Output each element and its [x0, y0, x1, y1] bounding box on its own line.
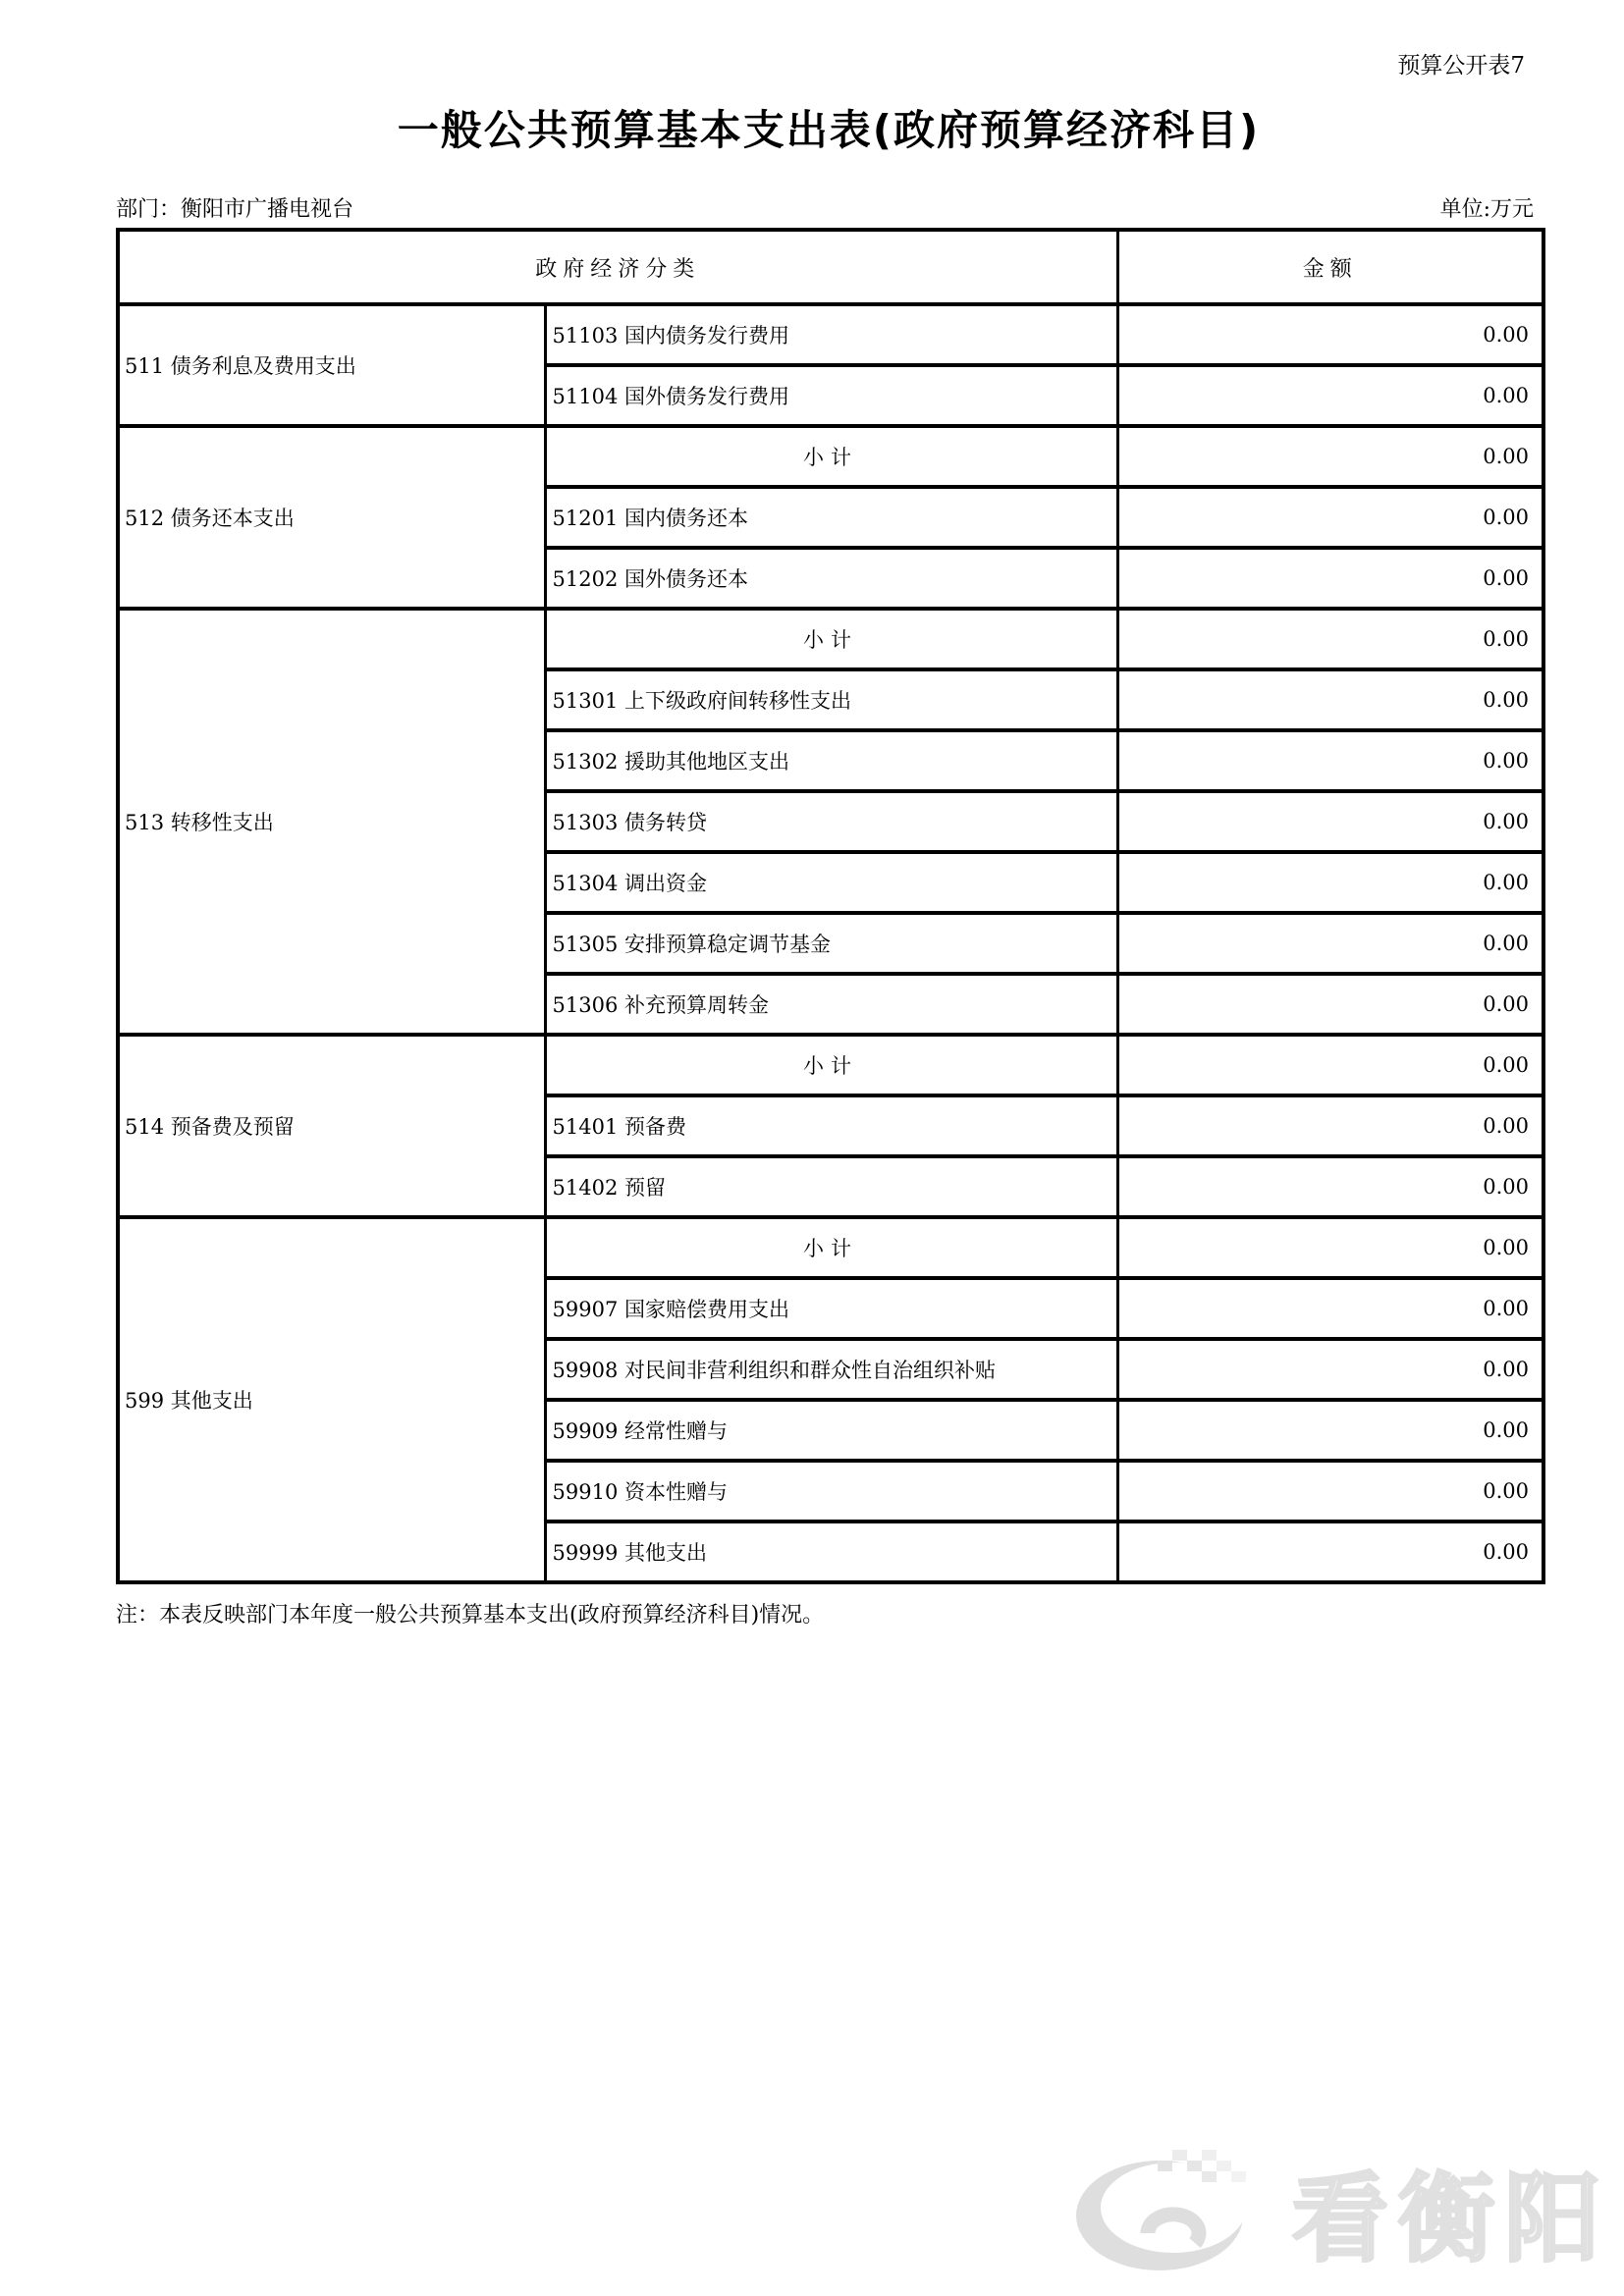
- amount-cell: 0.00: [1117, 791, 1543, 852]
- item-label-cell: 51104 国外债务发行费用: [545, 365, 1117, 426]
- subtotal-label-cell: 小计: [545, 1217, 1117, 1278]
- group-label-cell: 599 其他支出: [118, 1217, 545, 1582]
- table-row: [118, 304, 1543, 365]
- item-label-cell: 51302 援助其他地区支出: [545, 730, 1117, 791]
- amount-cell: 0.00: [1117, 730, 1543, 791]
- corner-label: 预算公开表7: [1397, 53, 1525, 79]
- item-label-cell: 51401 预备费: [545, 1095, 1117, 1156]
- watermark: [1061, 2135, 1610, 2286]
- amount-cell: 0.00: [1117, 1339, 1543, 1400]
- amount-cell: 0.00: [1117, 548, 1543, 609]
- item-label-cell: 51303 债务转贷: [545, 791, 1117, 852]
- amount-cell: 0.00: [1117, 974, 1543, 1035]
- item-label-cell: 51202 国外债务还本: [545, 548, 1117, 609]
- item-label-cell: 59999 其他支出: [545, 1522, 1117, 1582]
- watermark-logo-icon: [1061, 2135, 1272, 2286]
- group-label-cell: 513 转移性支出: [118, 609, 545, 1035]
- header-category-cell: 政府经济分类: [118, 230, 1117, 304]
- meta-row: [116, 192, 1542, 223]
- item-label-cell: 51402 预留: [545, 1156, 1117, 1217]
- page-title: 一般公共预算基本支出表(政府预算经济科目): [397, 106, 1261, 154]
- table-note: 注：本表反映部门本年度一般公共预算基本支出(政府预算经济科目)情况。: [116, 1603, 825, 1628]
- item-label-cell: 59910 资本性赠与: [545, 1461, 1117, 1522]
- amount-cell: 0.00: [1117, 913, 1543, 974]
- group-label-cell: 511 债务利息及费用支出: [118, 304, 545, 426]
- item-label-cell: 51305 安排预算稳定调节基金: [545, 913, 1117, 974]
- subtotal-label-cell: 小计: [545, 426, 1117, 487]
- amount-cell: 0.00: [1117, 1035, 1543, 1095]
- amount-cell: 0.00: [1117, 487, 1543, 548]
- unit-label: 单位:万元: [1439, 197, 1534, 222]
- department-label: 部门：衡阳市广播电视台: [116, 197, 354, 222]
- watermark-text: 看衡阳: [1291, 2163, 1610, 2275]
- amount-cell: 0.00: [1117, 609, 1543, 669]
- table-body: [118, 304, 1543, 1582]
- amount-cell: 0.00: [1117, 1156, 1543, 1217]
- table-row: [118, 1217, 1543, 1278]
- amount-cell: 0.00: [1117, 304, 1543, 365]
- item-label-cell: 51103 国内债务发行费用: [545, 304, 1117, 365]
- subtotal-label-cell: 小计: [545, 1035, 1117, 1095]
- table-header-row: [118, 230, 1543, 304]
- amount-cell: 0.00: [1117, 1522, 1543, 1582]
- group-label-cell: 514 预备费及预留: [118, 1035, 545, 1217]
- budget-table: [116, 228, 1545, 1584]
- table-row: [118, 426, 1543, 487]
- item-label-cell: 59909 经常性赠与: [545, 1400, 1117, 1461]
- item-label-cell: 59908 对民间非营利组织和群众性自治组织补贴: [545, 1339, 1117, 1400]
- amount-cell: 0.00: [1117, 1400, 1543, 1461]
- item-label-cell: 51201 国内债务还本: [545, 487, 1117, 548]
- amount-cell: 0.00: [1117, 852, 1543, 913]
- item-label-cell: 51304 调出资金: [545, 852, 1117, 913]
- amount-cell: 0.00: [1117, 669, 1543, 730]
- amount-cell: 0.00: [1117, 365, 1543, 426]
- amount-cell: 0.00: [1117, 1095, 1543, 1156]
- item-label-cell: 51301 上下级政府间转移性支出: [545, 669, 1117, 730]
- item-label-cell: 51306 补充预算周转金: [545, 974, 1117, 1035]
- group-label-cell: 512 债务还本支出: [118, 426, 545, 609]
- header-amount-cell: 金额: [1117, 230, 1543, 304]
- item-label-cell: 59907 国家赔偿费用支出: [545, 1278, 1117, 1339]
- amount-cell: 0.00: [1117, 1461, 1543, 1522]
- amount-cell: 0.00: [1117, 1278, 1543, 1339]
- table-row: [118, 1035, 1543, 1095]
- amount-cell: 0.00: [1117, 426, 1543, 487]
- amount-cell: 0.00: [1117, 1217, 1543, 1278]
- subtotal-label-cell: 小计: [545, 609, 1117, 669]
- table-row: [118, 609, 1543, 669]
